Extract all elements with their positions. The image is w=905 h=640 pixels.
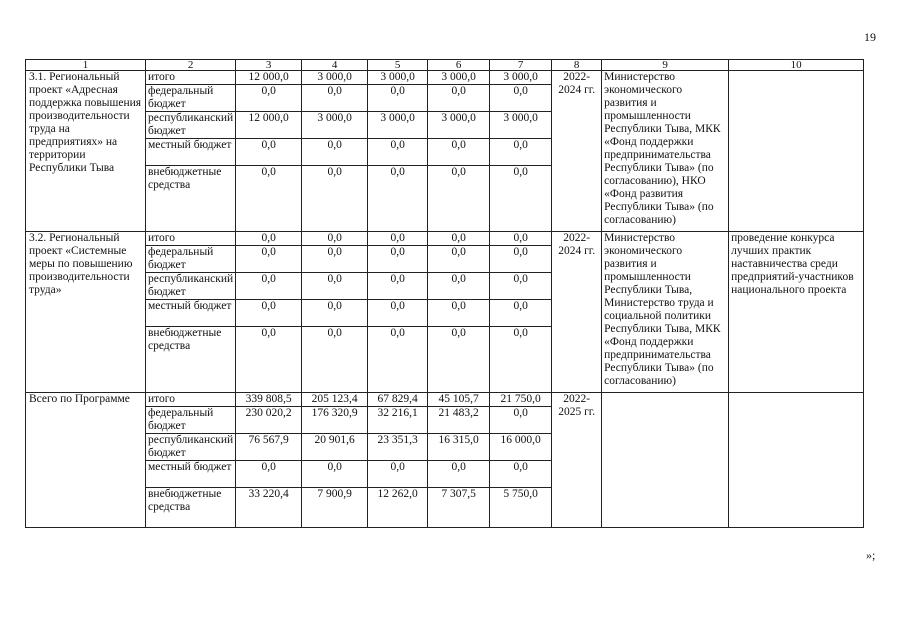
amount-cell: 3 000,0 <box>302 71 368 85</box>
amount-cell: 20 901,6 <box>302 434 368 461</box>
table-row <box>26 393 864 407</box>
amount-cell: 3 000,0 <box>490 71 552 85</box>
amount-cell: 5 750,0 <box>490 488 552 528</box>
amount-cell: 0,0 <box>490 327 552 393</box>
funding-source-cell: местный бюджет <box>146 139 236 166</box>
amount-cell: 16 315,0 <box>428 434 490 461</box>
amount-cell: 3 000,0 <box>368 112 428 139</box>
amount-cell: 0,0 <box>490 246 552 273</box>
header-cell: 1 <box>26 60 146 71</box>
amount-cell: 0,0 <box>428 273 490 300</box>
amount-cell: 0,0 <box>368 246 428 273</box>
table-row <box>26 232 864 246</box>
header-cell: 6 <box>428 60 490 71</box>
funding-source-cell: местный бюджет <box>146 461 236 488</box>
amount-cell: 7 900,9 <box>302 488 368 528</box>
amount-cell: 0,0 <box>236 273 302 300</box>
closing-quote-mark: »; <box>866 548 876 562</box>
amount-cell: 0,0 <box>302 85 368 112</box>
amount-cell: 0,0 <box>236 232 302 246</box>
amount-cell: 0,0 <box>428 300 490 327</box>
amount-cell: 0,0 <box>302 300 368 327</box>
amount-cell: 67 829,4 <box>368 393 428 407</box>
amount-cell: 0,0 <box>302 327 368 393</box>
project-name-cell: Всего по Программе <box>26 393 146 528</box>
amount-cell: 0,0 <box>490 139 552 166</box>
result-cell <box>729 71 864 232</box>
amount-cell: 3 000,0 <box>428 112 490 139</box>
funding-source-cell: внебюджетные средства <box>146 166 236 232</box>
amount-cell: 16 000,0 <box>490 434 552 461</box>
amount-cell: 0,0 <box>428 232 490 246</box>
executor-cell <box>602 393 729 528</box>
amount-cell: 0,0 <box>490 300 552 327</box>
result-cell: проведение конкурса лучших практик наставничества среди предприятий-участников национального проекта <box>729 232 864 393</box>
table-row <box>26 71 864 85</box>
amount-cell: 0,0 <box>236 166 302 232</box>
amount-cell: 3 000,0 <box>302 112 368 139</box>
amount-cell: 230 020,2 <box>236 407 302 434</box>
amount-cell: 3 000,0 <box>368 71 428 85</box>
amount-cell: 0,0 <box>236 461 302 488</box>
amount-cell: 0,0 <box>368 461 428 488</box>
amount-cell: 0,0 <box>236 327 302 393</box>
amount-cell: 76 567,9 <box>236 434 302 461</box>
funding-source-cell: внебюджетные средства <box>146 327 236 393</box>
amount-cell: 0,0 <box>490 166 552 232</box>
amount-cell: 3 000,0 <box>428 71 490 85</box>
amount-cell: 0,0 <box>368 139 428 166</box>
amount-cell: 0,0 <box>428 327 490 393</box>
amount-cell: 0,0 <box>490 407 552 434</box>
amount-cell: 0,0 <box>302 461 368 488</box>
header-cell: 10 <box>729 60 864 71</box>
amount-cell: 21 483,2 <box>428 407 490 434</box>
amount-cell: 12 000,0 <box>236 112 302 139</box>
amount-cell: 0,0 <box>490 232 552 246</box>
executor-cell: Министерство экономического развития и промышленности Республики Тыва, Министерство труда и социальной политики Республики Тыва, МКК «Фонд поддержки предпринимательства Республики Тыва» (по согласованию) <box>602 232 729 393</box>
amount-cell: 0,0 <box>428 166 490 232</box>
funding-source-cell: местный бюджет <box>146 300 236 327</box>
amount-cell: 0,0 <box>236 139 302 166</box>
amount-cell: 0,0 <box>236 85 302 112</box>
period-cell: 2022-2024 гг. <box>552 232 602 393</box>
amount-cell: 0,0 <box>236 300 302 327</box>
amount-cell: 0,0 <box>302 246 368 273</box>
amount-cell: 33 220,4 <box>236 488 302 528</box>
funding-source-cell: итого <box>146 393 236 407</box>
amount-cell: 0,0 <box>302 273 368 300</box>
funding-source-cell: республиканский бюджет <box>146 112 236 139</box>
funding-source-cell: республиканский бюджет <box>146 434 236 461</box>
amount-cell: 176 320,9 <box>302 407 368 434</box>
project-name-cell: 3.1. Региональный проект «Адресная поддержка повышения производительности труда на предприятиях» на территории Республики Тыва <box>26 71 146 232</box>
header-cell: 7 <box>490 60 552 71</box>
amount-cell: 0,0 <box>302 139 368 166</box>
amount-cell: 0,0 <box>302 166 368 232</box>
amount-cell: 0,0 <box>368 232 428 246</box>
page-number: 19 <box>864 30 876 44</box>
executor-cell: Министерство экономического развития и промышленности Республики Тыва, МКК «Фонд поддержки предпринимательства Республики Тыва» (по согласованию), НКО «Фонд развития Республики Тыва» (по согласованию) <box>602 71 729 232</box>
amount-cell: 0,0 <box>490 85 552 112</box>
project-name-cell: 3.2. Региональный проект «Системные меры по повышению производительности труда» <box>26 232 146 393</box>
funding-source-cell: итого <box>146 71 236 85</box>
header-cell: 5 <box>368 60 428 71</box>
funding-source-cell: республиканский бюджет <box>146 273 236 300</box>
amount-cell: 12 262,0 <box>368 488 428 528</box>
amount-cell: 3 000,0 <box>490 112 552 139</box>
amount-cell: 0,0 <box>428 139 490 166</box>
amount-cell: 0,0 <box>368 166 428 232</box>
amount-cell: 23 351,3 <box>368 434 428 461</box>
header-cell: 8 <box>552 60 602 71</box>
amount-cell: 0,0 <box>368 273 428 300</box>
header-row <box>26 60 864 71</box>
amount-cell: 0,0 <box>302 232 368 246</box>
result-cell <box>729 393 864 528</box>
amount-cell: 45 105,7 <box>428 393 490 407</box>
amount-cell: 32 216,1 <box>368 407 428 434</box>
amount-cell: 339 808,5 <box>236 393 302 407</box>
amount-cell: 0,0 <box>490 273 552 300</box>
funding-source-cell: федеральный бюджет <box>146 246 236 273</box>
funding-source-cell: внебюджетные средства <box>146 488 236 528</box>
amount-cell: 0,0 <box>368 300 428 327</box>
header-cell: 9 <box>602 60 729 71</box>
amount-cell: 0,0 <box>428 85 490 112</box>
amount-cell: 0,0 <box>490 461 552 488</box>
amount-cell: 12 000,0 <box>236 71 302 85</box>
amount-cell: 7 307,5 <box>428 488 490 528</box>
table-body <box>26 60 864 528</box>
program-financing-table <box>25 59 864 528</box>
header-cell: 3 <box>236 60 302 71</box>
period-cell: 2022-2025 гг. <box>552 393 602 528</box>
amount-cell: 0,0 <box>428 461 490 488</box>
period-cell: 2022-2024 гг. <box>552 71 602 232</box>
header-cell: 4 <box>302 60 368 71</box>
amount-cell: 0,0 <box>236 246 302 273</box>
amount-cell: 205 123,4 <box>302 393 368 407</box>
funding-source-cell: федеральный бюджет <box>146 407 236 434</box>
funding-source-cell: федеральный бюджет <box>146 85 236 112</box>
amount-cell: 0,0 <box>368 85 428 112</box>
amount-cell: 0,0 <box>368 327 428 393</box>
header-cell: 2 <box>146 60 236 71</box>
amount-cell: 0,0 <box>428 246 490 273</box>
amount-cell: 21 750,0 <box>490 393 552 407</box>
funding-source-cell: итого <box>146 232 236 246</box>
